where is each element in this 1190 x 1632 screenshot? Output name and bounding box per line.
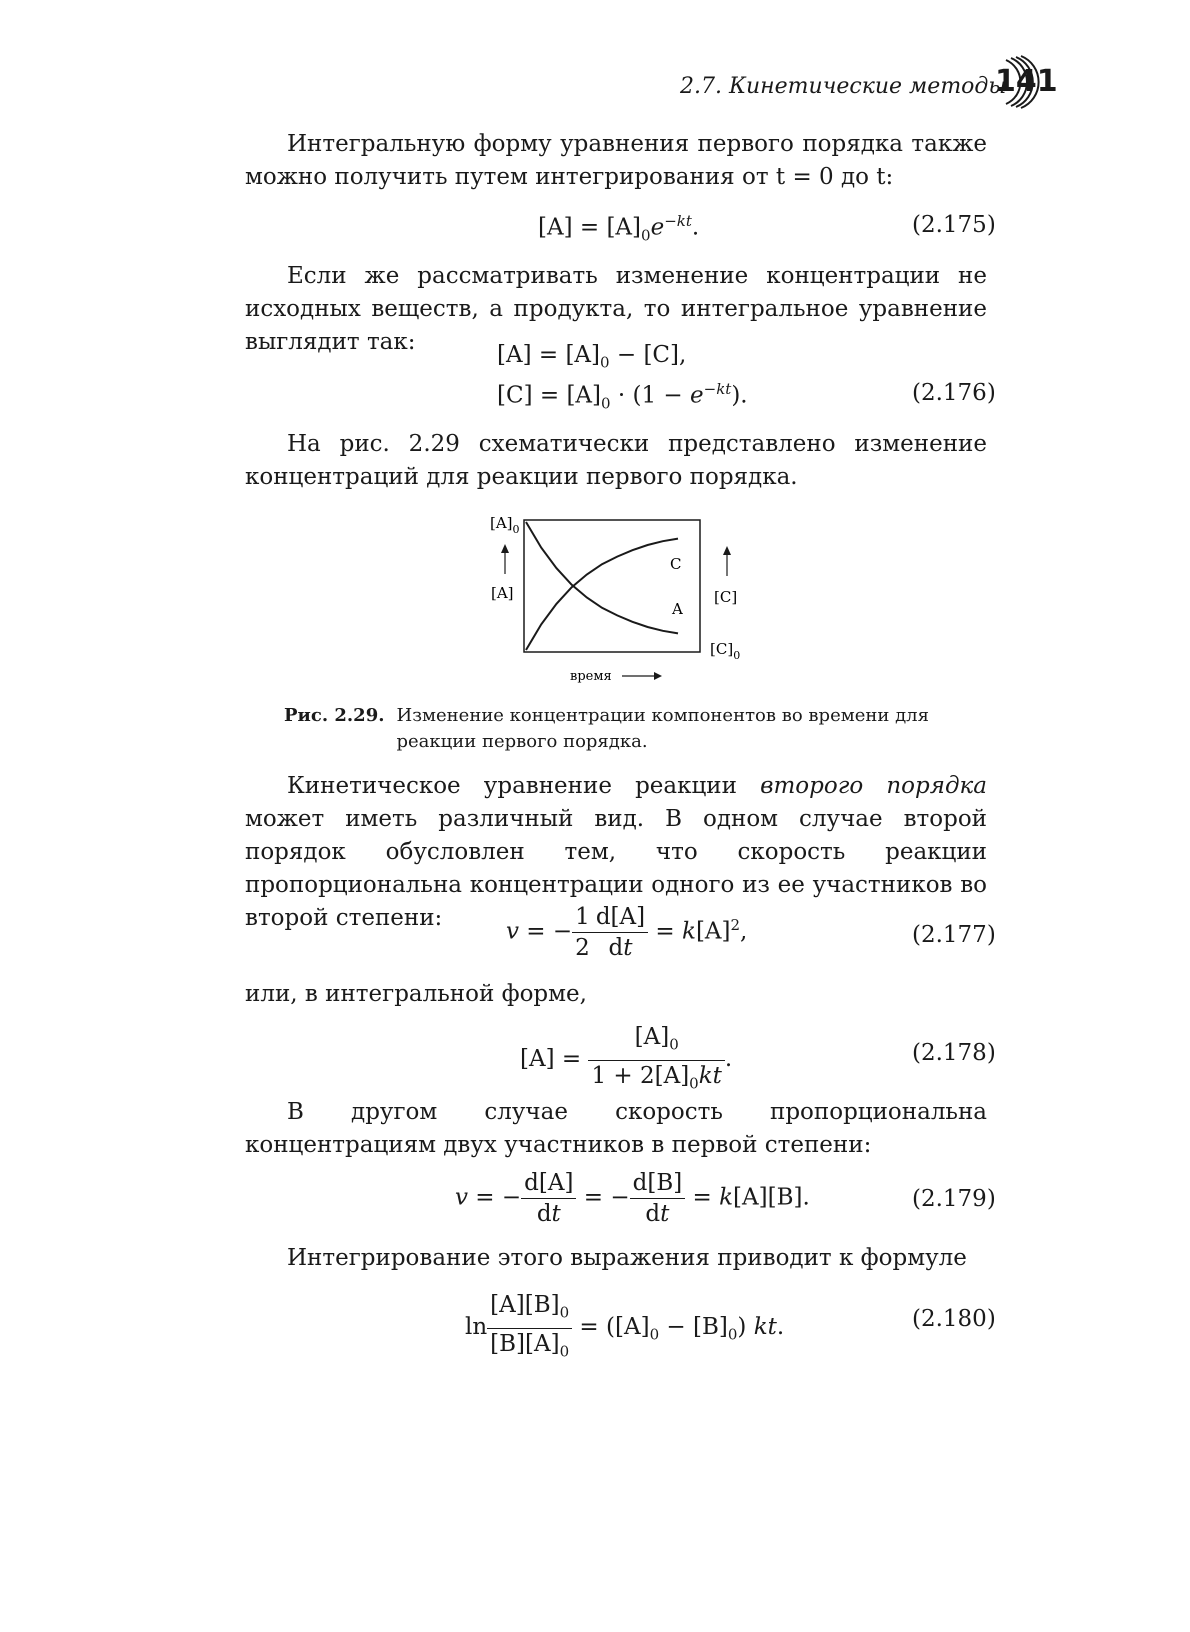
page-number: 141 <box>995 64 1058 99</box>
paragraph-7: Интегрирование этого выражения приводит к формуле <box>287 1245 967 1271</box>
left-axis-label: [A] <box>491 584 514 602</box>
paragraph-5: или, в интегральной форме, <box>245 981 587 1007</box>
series-line-a <box>526 522 678 633</box>
equation-number: (2.175) <box>912 212 996 238</box>
equation-2-176-line-2: $[C] = [A]_0 \cdot (1 - e^{-kt})$. <box>497 380 748 413</box>
series-line-c <box>526 539 678 650</box>
caption-label: Рис. 2.29. <box>284 705 385 726</box>
right-bottom-label: $[C]_0$ <box>710 640 741 662</box>
right-axis-label: [C] <box>714 588 738 606</box>
paragraph-2: Если же рассматривать изменение концентрации не исходных веществ, а продукта, то интегральное уравнение выглядит так: <box>245 263 987 355</box>
equation-2-178: [A] = $\frac{[A]_0}{1 + 2[A]_0kt}$ . <box>520 1024 733 1093</box>
page-number-ornament <box>1000 52 1040 112</box>
curve-c-label: C <box>670 555 682 573</box>
paragraph-4: Кинетическое уравнение реакции второго порядка может иметь различный вид. В одном случае второй порядок обусловлен тем, что скорость реакции пропорциональна концентрации одного из ее участников во второй степени: <box>245 773 987 931</box>
equation-2-177: v = − $\frac{1}{2}$ $\frac{d[A]}{dt}$ = $k[A]^2$, <box>506 904 748 961</box>
caption-text: Изменение концентрации компонентов во времени для реакции первого порядка. <box>396 705 929 752</box>
equation-number: (2.179) <box>912 1186 996 1212</box>
equation-2-175: $[A] = [A]_0e^{-kt}$. <box>538 212 700 245</box>
figure-2-29 <box>478 506 778 696</box>
equation-number: (2.180) <box>912 1306 996 1332</box>
equation-2-180: ln $\frac{[A][B]_0}{[B][A]_0}$ = $([A]_0 - [B]_0)$ kt. <box>465 1292 785 1361</box>
equation-number: (2.176) <box>912 380 996 406</box>
curve-a-label: A <box>672 600 683 618</box>
paragraph-1: Интегральную форму уравнения первого порядка также можно получить путем интегрирования от t = 0 до t: <box>245 131 987 190</box>
right-arrow-head <box>723 546 731 555</box>
x-axis-label: время <box>570 669 612 684</box>
paragraph-3: На рис. 2.29 схематически представлено изменение концентраций для реакции первого порядка. <box>245 431 987 490</box>
equation-number: (2.178) <box>912 1040 996 1066</box>
x-arrow-head <box>654 672 662 680</box>
running-header: 2.7. Кинетические методы <box>680 74 1007 99</box>
equation-2-179: v = − $\frac{d[A]}{dt}$ = − $\frac{d[B]}{dt}$ = k[A][B]. <box>455 1170 810 1227</box>
left-arrow-head <box>501 544 509 553</box>
figure-caption <box>284 703 990 755</box>
paragraph-6: В другом случае скорость пропорциональна концентрациям двух участников в первой степени: <box>245 1099 987 1158</box>
equation-2-176-line-1: $[A] = [A]_0 - [C]$, <box>497 342 687 372</box>
left-top-label: $[A]_0$ <box>490 514 520 536</box>
emphasis: второго порядка <box>760 773 987 799</box>
equation-number: (2.177) <box>912 922 996 948</box>
